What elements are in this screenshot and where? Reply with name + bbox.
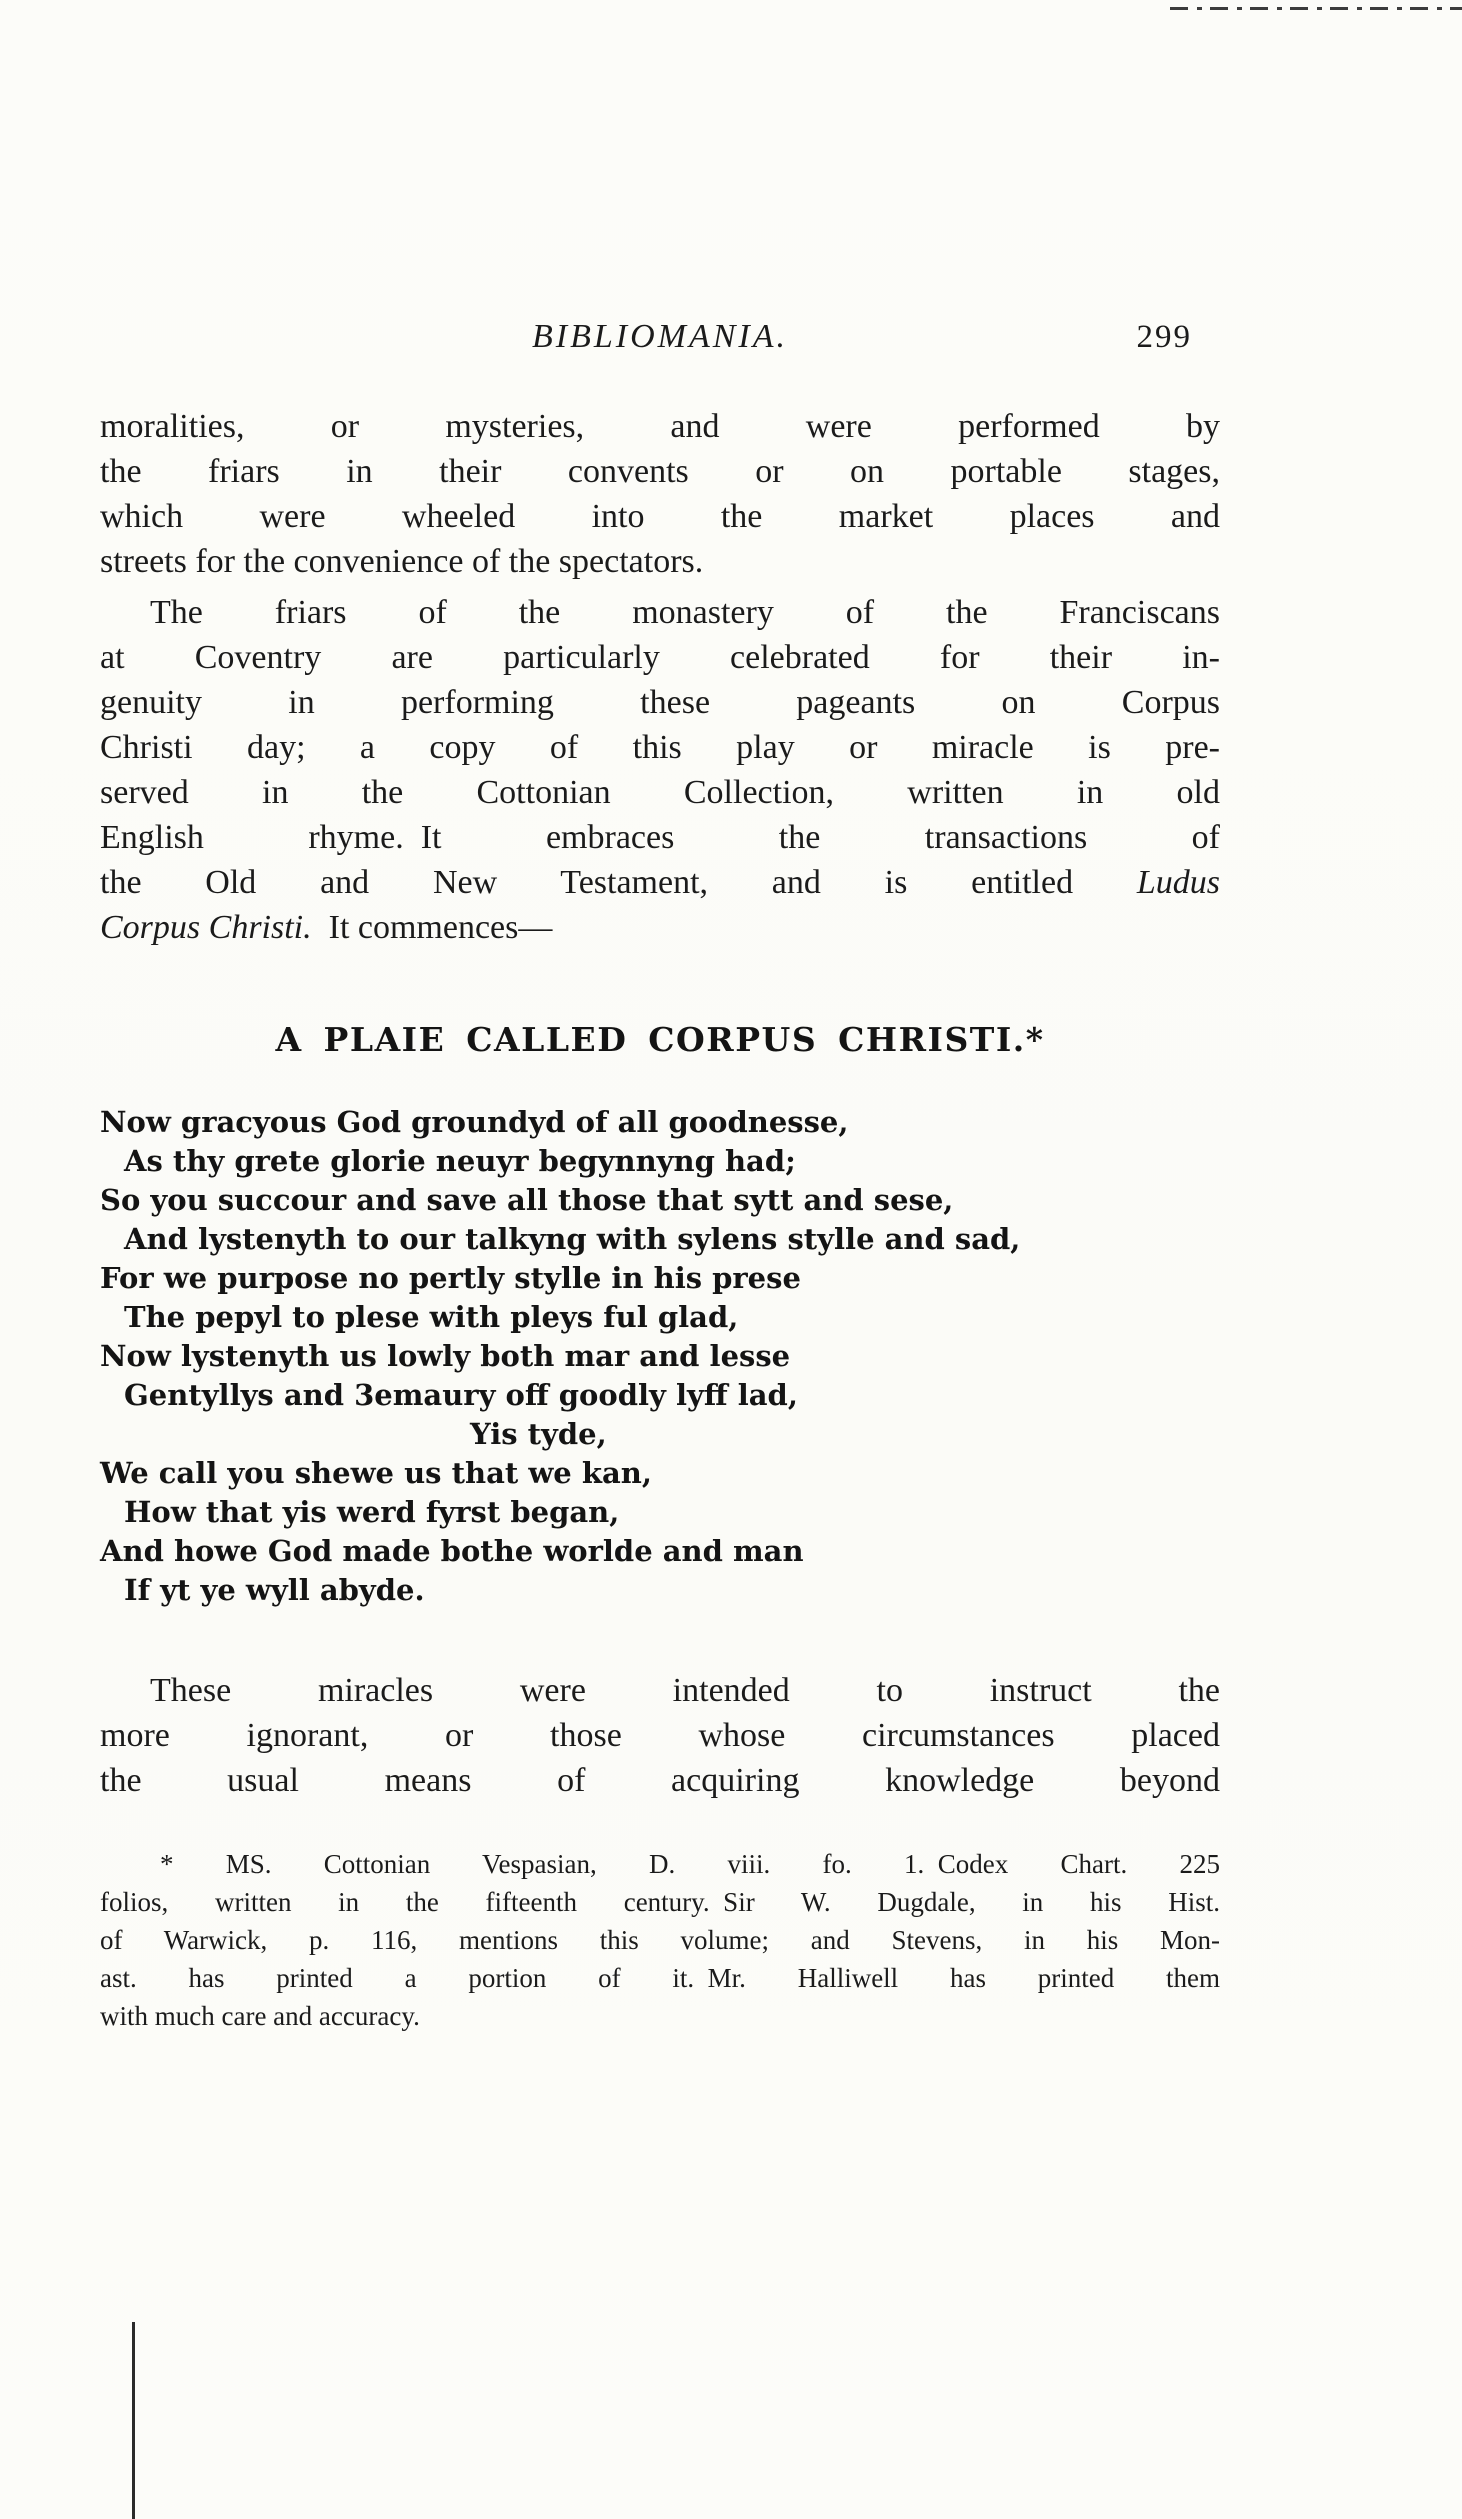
page-content	[100, 318, 1220, 2035]
text-line: Gentyllys and 3emaury off goodly lyff lad,	[124, 1378, 798, 1412]
text-segment: It commences—	[311, 909, 553, 946]
text-line: These miracles were intended to instruct the	[150, 1672, 1220, 1709]
text-line	[100, 860, 1220, 905]
text-line: The friars of the monastery of the Franciscans	[150, 594, 1220, 631]
text-segment: the Old and New Testament, and is entitled	[100, 864, 1137, 901]
text-line: more ignorant, or those whose circumstances placed	[100, 1717, 1220, 1754]
text-line: If yt ye wyll abyde.	[124, 1573, 425, 1607]
text-line: And howe God made bothe worlde and man	[100, 1534, 804, 1568]
text-line: For we purpose no pertly stylle in his prese	[100, 1261, 801, 1295]
text-line: We call you shewe us that we kan,	[100, 1456, 652, 1490]
text-line: And lystenyth to our talkyng with sylens stylle and sad,	[124, 1222, 1021, 1256]
italic-text-segment: Ludus	[1136, 864, 1220, 901]
text-line: The pepyl to plese with pleys ful glad,	[124, 1300, 739, 1334]
text-line: genuity in performing these pageants on Corpus	[100, 684, 1220, 721]
scan-artifact-vertical-line	[132, 2322, 135, 2519]
text-line: ast. has printed a portion of it. Mr. Halliwell has printed them	[100, 1963, 1220, 1993]
paragraph-moralities	[100, 404, 1220, 584]
text-line: folios, written in the fifteenth century. Sir W. Dugdale, in his Hist.	[100, 1887, 1220, 1917]
text-line: streets for the convenience of the spectators.	[100, 543, 704, 580]
scan-artifact-dashed-line	[1170, 7, 1462, 10]
text-line: As thy grete glorie neuyr begynnyng had;	[124, 1144, 796, 1178]
italic-text-segment: Corpus Christi.	[100, 909, 312, 946]
text-line: Now lystenyth us lowly both mar and lesse	[100, 1339, 791, 1373]
running-header	[100, 318, 1220, 364]
paragraph-friars-coventry	[100, 590, 1220, 950]
running-title: BIBLIOMANIA.	[531, 318, 788, 355]
text-line: moralities, or mysteries, and were performed by	[100, 408, 1220, 445]
text-line: Now gracyous God groundyd of all goodnesse,	[100, 1105, 849, 1139]
text-line: Christi day; a copy of this play or miracle is pre-	[100, 729, 1220, 766]
footnote	[100, 1845, 1220, 2035]
text-line: the friars in their convents or on portable stages,	[100, 453, 1220, 490]
verse-block	[100, 1103, 1220, 1610]
text-line	[100, 905, 1220, 950]
text-line: which were wheeled into the market places and	[100, 498, 1220, 535]
text-line: Yis tyde,	[470, 1417, 607, 1451]
text-line: * MS. Cottonian Vespasian, D. viii. fo. 1. Codex Chart. 225	[160, 1849, 1220, 1879]
text-line: served in the Cottonian Collection, written in old	[100, 774, 1220, 811]
text-line: with much care and accuracy.	[100, 2001, 420, 2031]
text-line: English rhyme. It embraces the transactions of	[100, 819, 1220, 856]
text-line: of Warwick, p. 116, mentions this volume; and Stevens, in his Mon-	[100, 1925, 1220, 1955]
text-line: at Coventry are particularly celebrated for their in-	[100, 639, 1220, 676]
text-line: So you succour and save all those that sytt and sese,	[100, 1183, 954, 1217]
page-number: 299	[1136, 319, 1192, 355]
text-line: How that yis werd fyrst began,	[124, 1495, 620, 1529]
paragraph-miracles	[100, 1668, 1220, 1803]
text-line: the usual means of acquiring knowledge beyond	[100, 1762, 1220, 1799]
play-title: A PLAIE CALLED CORPUS CHRISTI.*	[275, 1020, 1045, 1059]
